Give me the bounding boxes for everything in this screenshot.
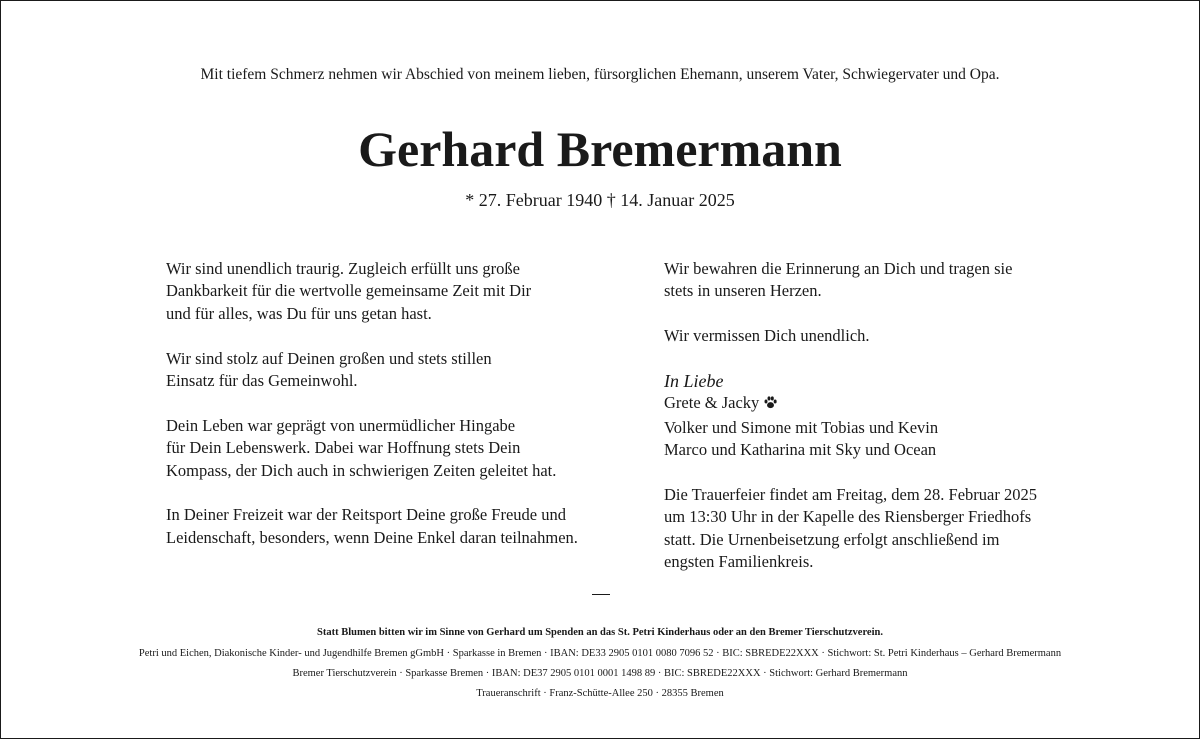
- right-paragraph-1: Wir bewahren die Erinnerung an Dich und tragen sie stets in unseren Herzen.: [664, 259, 1013, 301]
- right-column: [664, 258, 1064, 574]
- mourning-address: Traueranschrift · Franz-Schütte-Allee 250 · 28355 Bremen: [476, 688, 724, 699]
- left-column: [166, 258, 596, 549]
- divider: [592, 594, 610, 595]
- bank-details-kinderhaus: Petri und Eichen, Diakonische Kinder- und Jugendhilfe Bremen gGmbH · Sparkasse in Bremen · IBAN: DE33 2905 0101 0080 7096 52 · BIC: SBREDE22XXX · Stichwort: St. Petri Kinderhaus – Gerhard Bremermann: [138, 648, 1062, 659]
- right-paragraph-2: Wir vermissen Dich unendlich.: [664, 326, 870, 346]
- ceremony-paragraph: Die Trauerfeier findet am Freitag, dem 28. Februar 2025 um 13:30 Uhr in der Kapelle des Riensberger Friedhofs statt. Die Urnenbeisetzung erfolgt anschließend im engsten Familienkreis.: [664, 485, 1037, 572]
- left-paragraph-1: Wir sind unendlich traurig. Zugleich erfüllt uns große Dankbarkeit für die wertvolle gemeinsame Zeit mit Dir und für alles, was Du für uns getan hast.: [166, 259, 532, 323]
- deceased-name: Gerhard Bremermann: [358, 121, 842, 177]
- mourner-line-3: Marco und Katharina mit Sky und Ocean: [664, 440, 937, 460]
- mourner-line-2: Volker und Simone mit Tobias und Kevin: [664, 417, 939, 437]
- left-paragraph-4: In Deiner Freizeit war der Reitsport Deine große Freude und Leidenschaft, besonders, wenn Deine Enkel daran teilnahmen.: [166, 505, 578, 547]
- bank-details-tierschutzverein: Bremer Tierschutzverein · Sparkasse Bremen · IBAN: DE37 2905 0101 0001 1498 89 · BIC: SBREDE22XXX · Stichwort: Gerhard Bremermann: [292, 668, 908, 679]
- mourner-line-1: [664, 392, 1064, 416]
- life-dates: * 27. Februar 1940 † 14. Januar 2025: [465, 190, 735, 210]
- left-paragraph-3: Dein Leben war geprägt von unermüdlicher Hingabe für Dein Lebenswerk. Dabei war Hoffnung stets Dein Kompass, der Dich auch in schwierigen Zeiten geleitet hat.: [166, 415, 557, 480]
- intro-line: Mit tiefem Schmerz nehmen wir Abschied von meinem lieben, fürsorglichen Ehemann, unserem Vater, Schwiegervater und Opa.: [200, 66, 1000, 83]
- paw-print-icon: [763, 394, 778, 416]
- left-paragraph-2: Wir sind stolz auf Deinen großen und stets stillen Einsatz für das Gemeinwohl.: [166, 348, 492, 391]
- donation-note: Statt Blumen bitten wir im Sinne von Gerhard um Spenden an das St. Petri Kinderhaus oder an den Bremer Tierschutzverein.: [317, 627, 883, 638]
- signoff: In Liebe: [664, 371, 724, 391]
- mourner-name-1: Grete & Jacky: [664, 393, 760, 413]
